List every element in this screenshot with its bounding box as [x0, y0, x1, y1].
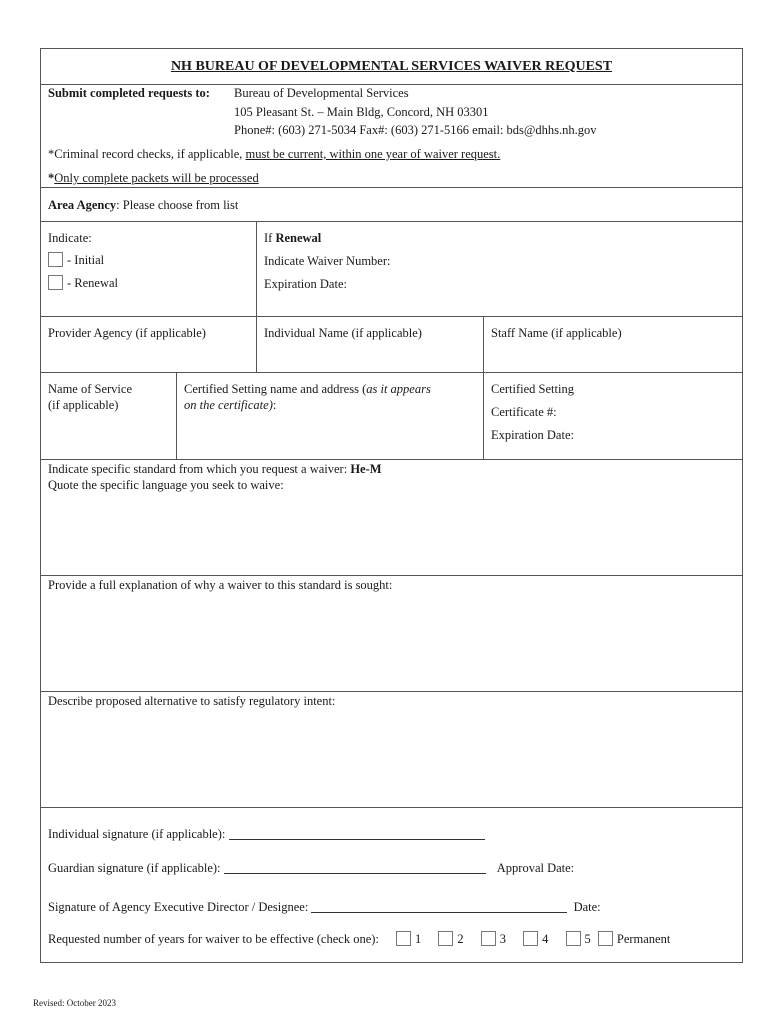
revision-footer: Revised: October 2023 — [33, 998, 116, 1008]
renewal-details-cell — [256, 222, 742, 316]
form-title: NH BUREAU OF DEVELOPMENTAL SERVICES WAIVER REQUEST — [170, 59, 613, 74]
guardian-signature-label: Guardian signature (if applicable): — [48, 861, 221, 875]
setting-prefix: Certified Setting name and address ( — [184, 382, 367, 396]
initial-option[interactable] — [48, 252, 104, 268]
signatures-row — [41, 808, 742, 962]
years-5-checkbox[interactable] — [566, 931, 581, 946]
renewal-label: - Renewal — [67, 276, 119, 290]
years-1-label: 1 — [415, 932, 422, 946]
submit-contact-line: Phone#: (603) 271-5034 Fax#: (603) 271-5166 email: bds@dhhs.nh.gov — [234, 123, 597, 137]
certificate-cell — [483, 373, 742, 459]
individual-name-cell — [256, 317, 483, 372]
renewal-checkbox[interactable] — [48, 275, 63, 290]
years-2-label: 2 — [457, 932, 464, 946]
standard-he-m: He-M — [350, 462, 382, 476]
director-signature-line — [48, 899, 601, 915]
director-signature-field[interactable] — [311, 901, 567, 913]
explanation-row[interactable] — [41, 576, 742, 692]
renewal-expiration-field[interactable]: Expiration Date: — [264, 277, 347, 291]
standard-line2: Quote the specific language you seek to waive: — [48, 478, 284, 492]
initial-checkbox[interactable] — [48, 252, 63, 267]
renewal-option[interactable] — [48, 275, 118, 291]
complete-note-star: * — [48, 171, 55, 185]
submit-address-line1: Bureau of Developmental Services — [234, 86, 409, 100]
complete-packets-note — [48, 170, 259, 186]
setting-italic-1: as it appears — [366, 382, 431, 396]
individual-name-field[interactable]: Individual Name (if applicable) — [264, 326, 422, 340]
names-row — [41, 317, 742, 373]
alternative-label: Describe proposed alternative to satisfy regulatory intent: — [48, 694, 336, 708]
years-3-label: 3 — [499, 932, 506, 946]
if-renewal-label — [264, 230, 321, 246]
standard-prefix: Indicate specific standard from which you request a waiver: — [48, 462, 348, 476]
years-1-checkbox[interactable] — [396, 931, 411, 946]
years-5-label: 5 — [584, 932, 591, 946]
standard-row[interactable] — [41, 460, 742, 576]
years-2-checkbox[interactable] — [438, 931, 453, 946]
criminal-note-prefix: *Criminal record checks, if applicable, — [48, 147, 243, 161]
initial-label: - Initial — [67, 253, 105, 267]
years-permanent-label: Permanent — [616, 932, 671, 946]
provider-agency-field[interactable]: Provider Agency (if applicable) — [48, 326, 206, 340]
staff-name-field[interactable]: Staff Name (if applicable) — [491, 326, 622, 340]
staff-name-cell — [483, 317, 742, 372]
approval-date-label: Approval Date: — [496, 861, 575, 875]
certified-setting-cell[interactable] — [176, 373, 483, 459]
individual-signature-line — [48, 826, 485, 842]
certificate-expiration-field[interactable]: Expiration Date: — [491, 428, 574, 442]
certificate-number-field[interactable]: Certificate #: — [491, 405, 557, 419]
setting-address-line2 — [184, 397, 276, 413]
years-4-checkbox[interactable] — [523, 931, 538, 946]
individual-signature-field[interactable] — [229, 828, 485, 840]
if-renewal-bold: Renewal — [275, 231, 322, 245]
setting-address-line1 — [184, 381, 431, 397]
guardian-signature-field[interactable] — [224, 862, 486, 874]
submit-section — [41, 85, 742, 188]
if-prefix: If — [264, 231, 273, 245]
years-label: Requested number of years for waiver to be effective (check one): — [48, 932, 379, 946]
service-name-line2: (if applicable) — [48, 398, 119, 412]
submit-label: Submit completed requests to: — [48, 86, 210, 100]
years-4-label: 4 — [542, 932, 549, 946]
complete-note-text: Only complete packets will be processed — [54, 171, 259, 185]
individual-signature-label: Individual signature (if applicable): — [48, 827, 226, 841]
service-row — [41, 373, 742, 460]
indicate-row — [41, 222, 742, 317]
alternative-row[interactable] — [41, 692, 742, 808]
criminal-note-underlined: must be current, within one year of waiver request. — [245, 147, 501, 161]
director-date-label: Date: — [573, 900, 601, 914]
standard-line1 — [48, 461, 382, 477]
years-line — [48, 931, 670, 947]
waiver-number-field[interactable]: Indicate Waiver Number: — [264, 254, 391, 268]
setting-italic-2: on the certificate) — [184, 398, 273, 412]
indicate-label: Indicate: — [48, 231, 92, 245]
director-signature-label: Signature of Agency Executive Director / Designee: — [48, 900, 309, 914]
years-permanent-checkbox[interactable] — [598, 931, 613, 946]
service-name-line1[interactable]: Name of Service — [48, 382, 132, 396]
guardian-signature-line — [48, 860, 574, 876]
area-agency-field[interactable] — [48, 197, 238, 213]
title-row — [41, 49, 742, 85]
criminal-record-note — [48, 146, 500, 162]
area-agency-row[interactable] — [41, 188, 742, 222]
cert-setting-label: Certified Setting — [491, 382, 574, 396]
area-agency-select[interactable]: : Please choose from list — [116, 198, 239, 212]
years-3-checkbox[interactable] — [481, 931, 496, 946]
waiver-request-form — [40, 48, 743, 963]
setting-suffix: : — [272, 398, 277, 412]
explanation-label: Provide a full explanation of why a waiver to this standard is sought: — [48, 578, 393, 592]
submit-address-line2: 105 Pleasant St. – Main Bldg, Concord, NH 03301 — [234, 105, 489, 119]
area-agency-label: Area Agency — [48, 198, 117, 212]
